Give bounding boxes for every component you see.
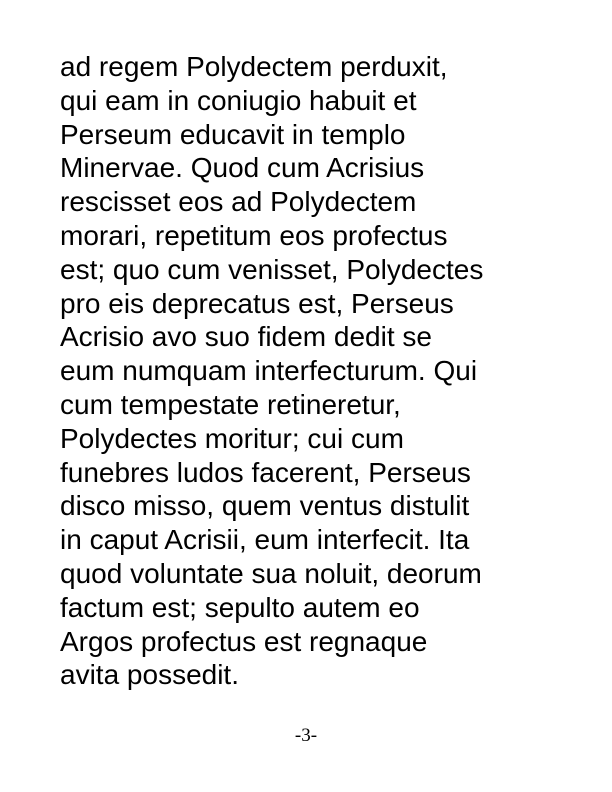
text-line: factum est; sepulto autem eo	[60, 591, 420, 623]
text-line: Argos profectus est regnaque	[60, 625, 428, 657]
text-line: pro eis deprecatus est, Perseus	[60, 287, 454, 319]
text-line: qui eam in coniugio habuit et	[60, 84, 417, 116]
text-line: quod voluntate sua noluit, deorum	[60, 557, 482, 589]
text-line: Acrisio avo suo fidem dedit se	[60, 321, 432, 353]
text-line: in caput Acrisii, eum interfecit. Ita	[60, 524, 470, 556]
text-line: eum numquam interfecturum. Qui	[60, 355, 478, 387]
body-paragraph	[60, 50, 560, 692]
text-line: Minervae. Quod cum Acrisius	[60, 152, 425, 184]
text-line: avita possedit.	[60, 659, 239, 691]
text-line: morari, repetitum eos profectus	[60, 219, 448, 251]
text-line: Perseum educavit in templo	[60, 118, 406, 150]
text-line: ad regem Polydectem perduxit,	[60, 51, 448, 82]
text-line: disco misso, quem ventus distulit	[60, 490, 470, 522]
page-number: -3-	[294, 725, 318, 746]
text-line: Polydectes moritur; cui cum	[60, 422, 404, 454]
text-line: rescisset eos ad Polydectem	[60, 186, 417, 218]
text-line: cum tempestate retineretur,	[60, 388, 401, 420]
text-line: est; quo cum venisset, Polydectes	[60, 253, 484, 285]
text-line: funebres ludos facerent, Perseus	[60, 456, 471, 488]
